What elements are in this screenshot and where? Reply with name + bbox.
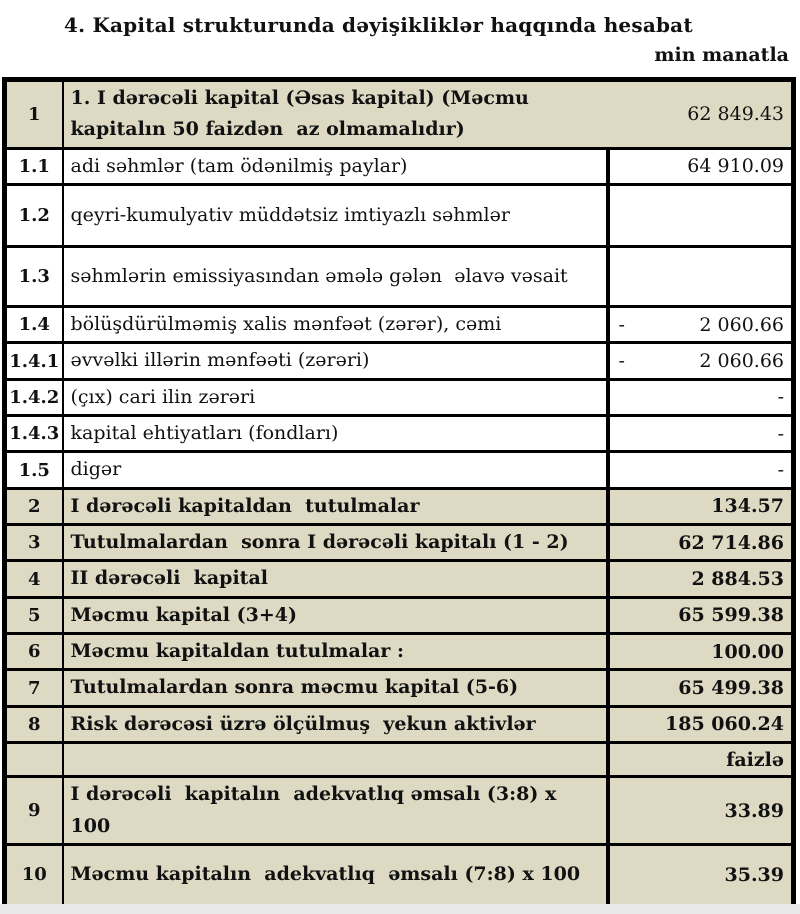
table-row [5,597,794,633]
table-body [5,80,794,907]
row-label-cell: qeyri-kumulyativ müddətsiz imtiyazlı səhmlər [63,185,608,247]
row-value-cell [608,416,794,452]
value-text: faizlə [726,748,784,771]
row-label-cell: adi səhmlər (tam ödənilmiş paylar) [63,148,608,184]
row-label-cell [63,743,608,777]
row-value-cell [608,634,794,670]
row-label-cell: Tutulmalardan sonra məcmu kapital (5-6) [63,670,608,706]
row-value-cell [608,706,794,742]
row-value-cell [608,148,794,184]
value-text: 100.00 [711,640,784,663]
table-row [5,80,794,149]
bottom-strip [0,904,800,914]
value-text: 2 060.66 [699,350,784,373]
row-label-cell: Tutulmalardan sonra I dərəcəli kapitalı (1 - 2) [63,525,608,561]
row-number-cell: 8 [5,706,63,742]
row-value-cell [608,488,794,524]
table-row [5,777,794,845]
report-header [0,0,800,77]
table-row [5,634,794,670]
row-value-cell [608,844,794,906]
table-row [5,743,794,777]
value-text: - [777,422,784,445]
row-label-cell: (çıx) cari ilin zərəri [63,379,608,415]
row-value-cell [608,80,794,149]
value-text: 62 849.43 [687,103,784,126]
row-label-cell: əvvəlki illərin mənfəəti (zərəri) [63,343,608,379]
row-value-cell [608,185,794,247]
value-negative-sign: - [618,313,625,336]
capital-structure-table [2,77,796,909]
row-value-cell [608,561,794,597]
row-label-cell: I dərəcəli kapitaldan tutulmalar [63,488,608,524]
value-negative-sign: - [618,350,625,373]
row-value-cell [608,525,794,561]
row-number-cell: 6 [5,634,63,670]
row-number-cell: 5 [5,597,63,633]
table-row [5,343,794,379]
row-number-cell: 9 [5,777,63,845]
value-text: 2 060.66 [699,313,784,336]
value-text: 33.89 [724,799,784,822]
value-text: 35.39 [724,863,784,886]
row-value-cell [608,670,794,706]
row-label-cell: kapital ehtiyatları (fondları) [63,416,608,452]
value-text: 64 910.09 [687,155,784,178]
value-text: - [777,459,784,482]
row-number-cell: 1.2 [5,185,63,247]
row-label-cell: Məcmu kapitalın adekvatlıq əmsalı (7:8) x 100 [63,844,608,906]
table-row [5,247,794,307]
row-number-cell: 1.1 [5,148,63,184]
row-label-cell: digər [63,452,608,488]
row-label-cell: bölüşdürülməmiş xalis mənfəət (zərər), cəmi [63,307,608,343]
table-row [5,379,794,415]
row-label-cell: Məcmu kapitaldan tutulmalar : [63,634,608,670]
value-text: - [777,386,784,409]
row-label-cell: Risk dərəcəsi üzrə ölçülmuş yekun aktivlər [63,706,608,742]
row-label-cell: Məcmu kapital (3+4) [63,597,608,633]
row-value-cell [608,379,794,415]
row-value-cell [608,307,794,343]
value-text: 65 599.38 [678,604,784,627]
table-row [5,452,794,488]
row-number-cell: 1.3 [5,247,63,307]
row-value-cell [608,247,794,307]
row-value-cell [608,597,794,633]
unit-label: min manatla [654,44,789,66]
row-label-cell: səhmlərin emissiyasından əmələ gələn əlavə vəsait [63,247,608,307]
row-value-cell [608,343,794,379]
table-row [5,416,794,452]
row-value-cell [608,452,794,488]
row-number-cell: 4 [5,561,63,597]
value-text: 185 060.24 [665,713,784,736]
value-text: 2 884.53 [691,568,784,591]
row-value-cell [608,743,794,777]
table-row [5,185,794,247]
row-number-cell: 3 [5,525,63,561]
row-number-cell: 1.4.2 [5,379,63,415]
row-number-cell: 1 [5,80,63,149]
table-row [5,561,794,597]
row-number-cell: 1.4.3 [5,416,63,452]
table-row [5,525,794,561]
row-number-cell: 7 [5,670,63,706]
table-row [5,844,794,906]
row-label-cell: I dərəcəli kapitalın adekvatlıq əmsalı (3:8) x 100 [63,777,608,845]
table-row [5,670,794,706]
row-label-cell: 1. I dərəcəli kapital (Əsas kapital) (Məcmu kapitalın 50 faizdən az olmamalıdır) [63,80,608,149]
row-number-cell: 2 [5,488,63,524]
row-number-cell: 1.4.1 [5,343,63,379]
row-number-cell: 1.4 [5,307,63,343]
table-row [5,488,794,524]
row-number-cell: 1.5 [5,452,63,488]
row-value-cell [608,777,794,845]
value-text: 65 499.38 [678,677,784,700]
value-text: 62 714.86 [678,531,784,554]
table-row [5,148,794,184]
row-label-cell: II dərəcəli kapital [63,561,608,597]
row-number-cell [5,743,63,777]
row-number-cell: 10 [5,844,63,906]
table-row [5,706,794,742]
table-row [5,307,794,343]
page-title: 4. Kapital strukturunda dəyişikliklər haqqında hesabat [64,13,693,37]
value-text: 134.57 [711,495,784,518]
